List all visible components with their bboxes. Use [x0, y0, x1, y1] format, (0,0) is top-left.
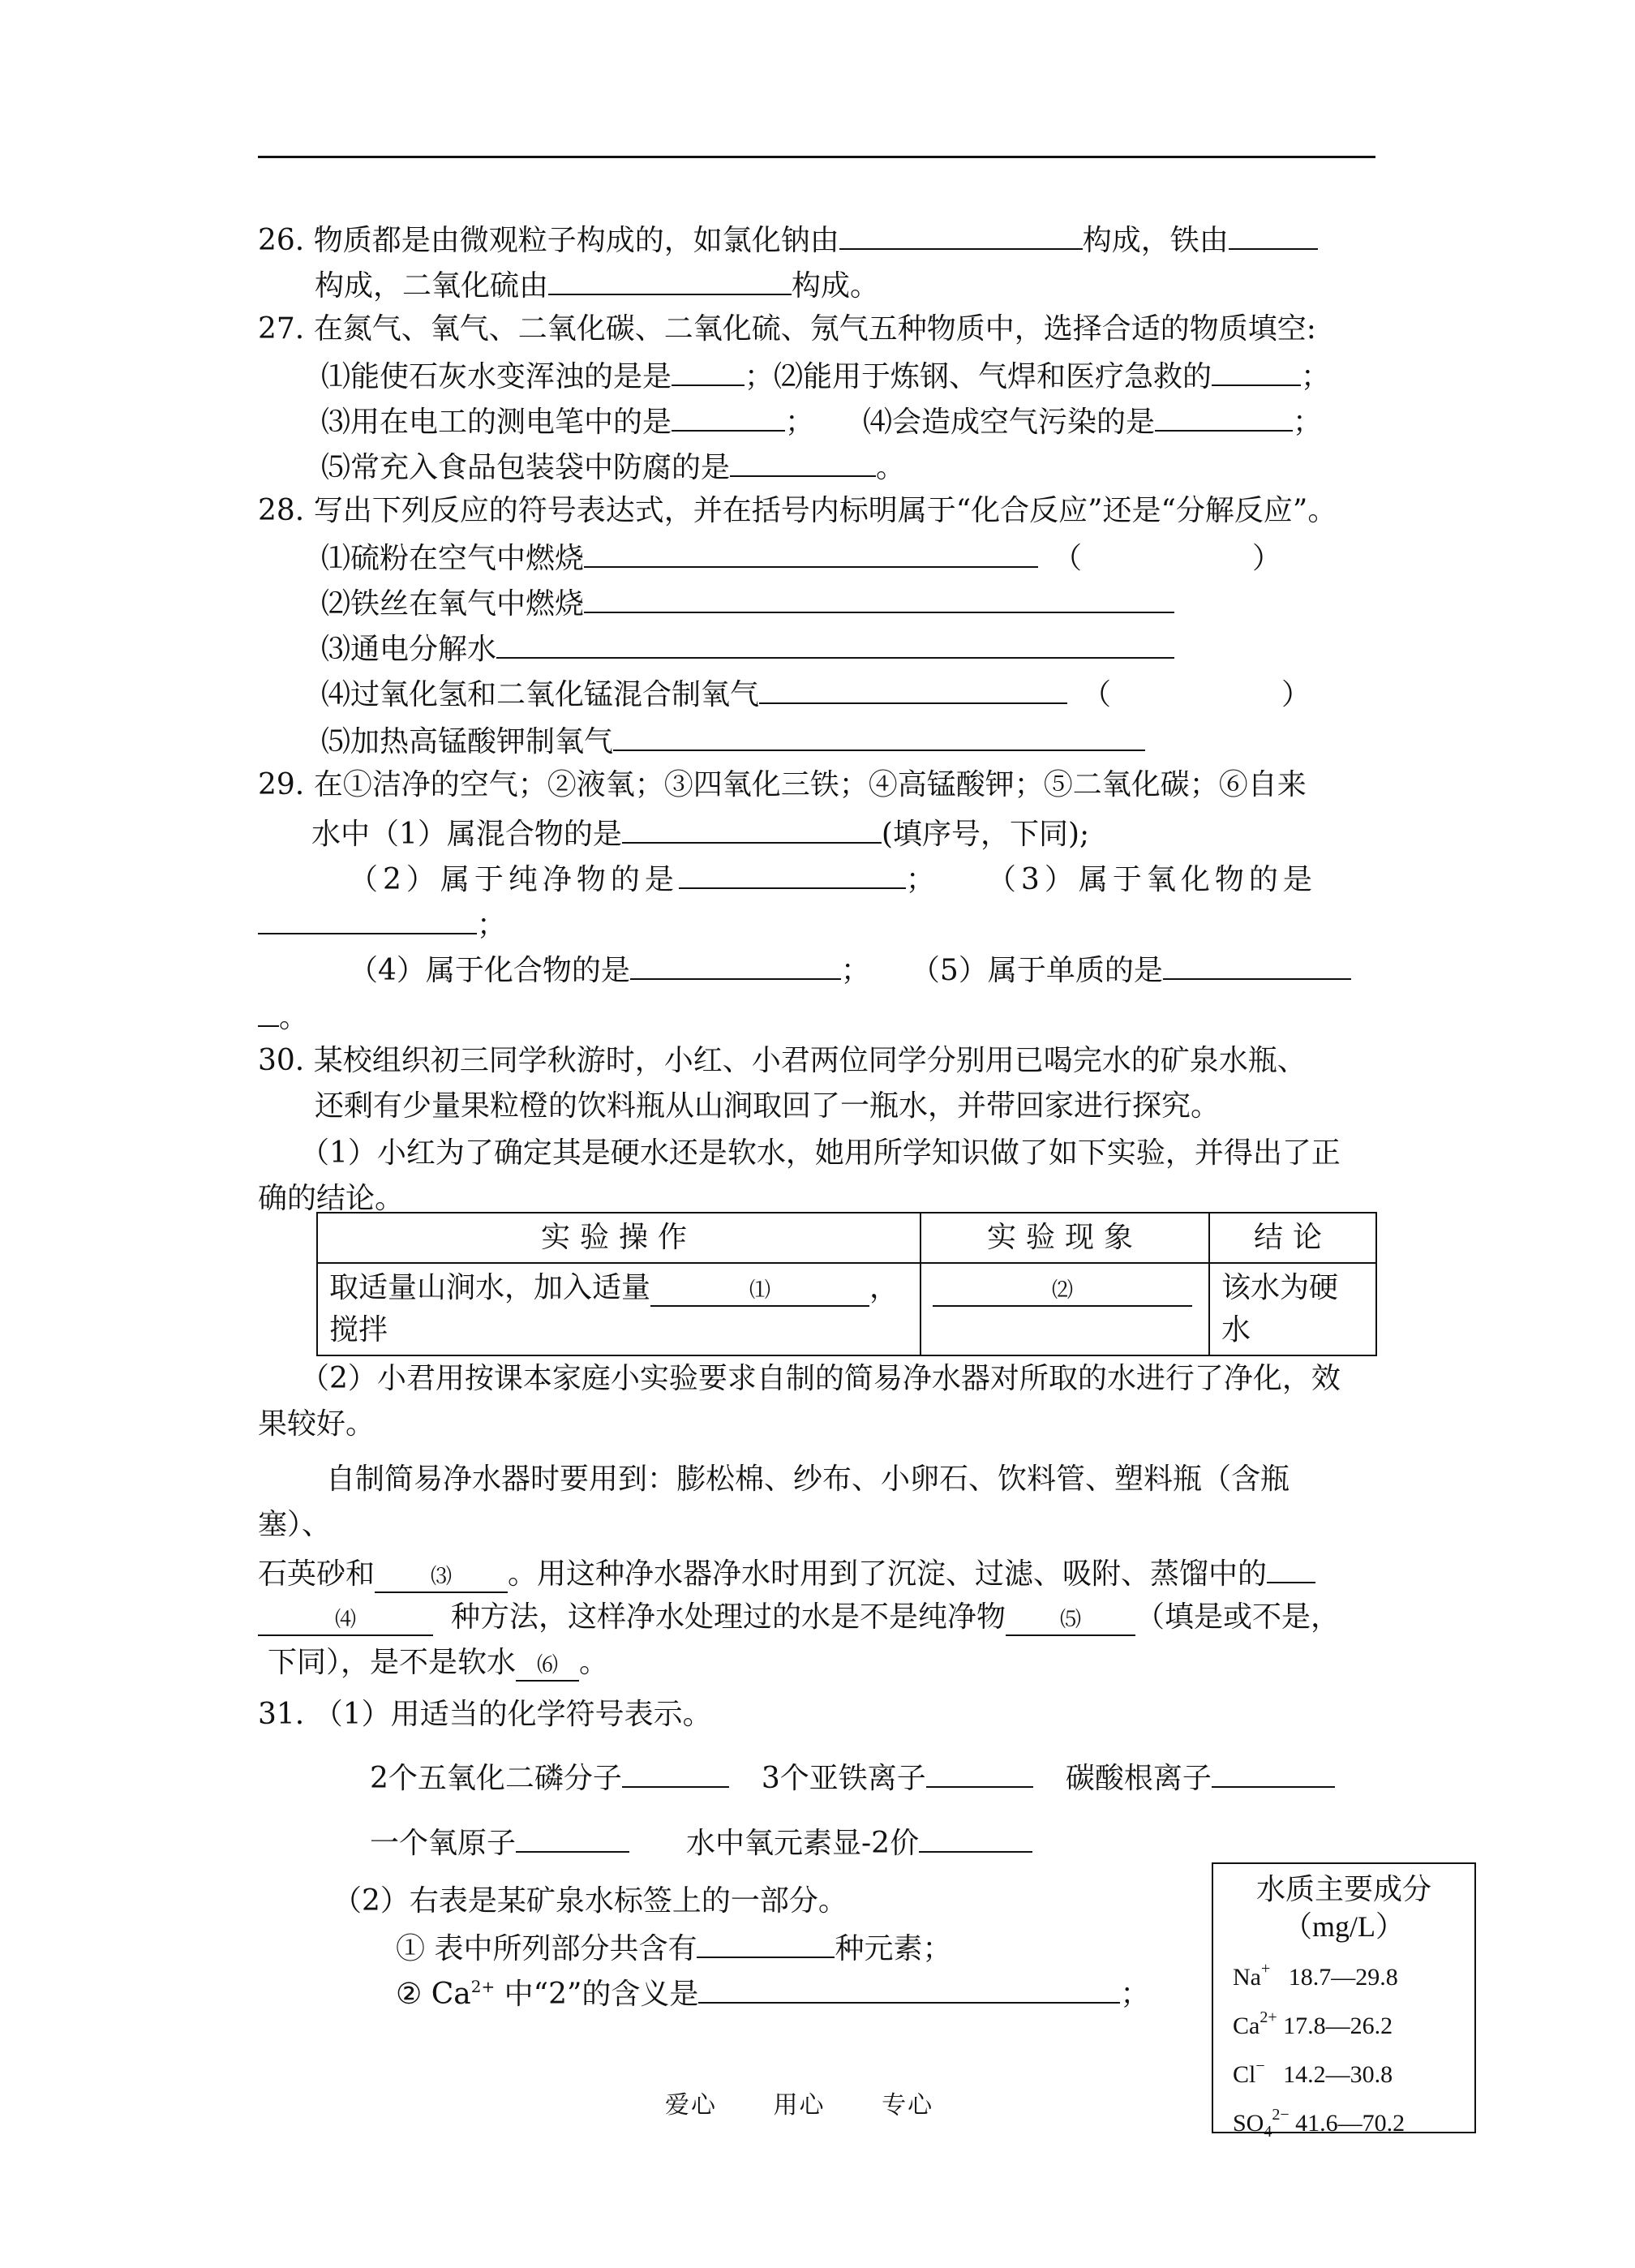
q31-text: ① 表中所列部分共含有: [396, 1932, 697, 1965]
q30-part2-c: [326, 1460, 1290, 1499]
table-cell-text: 取适量山涧水，加入适量: [329, 1271, 651, 1304]
q30-text: 种方法，这样净水处理过的水是不是纯净物: [451, 1600, 1006, 1634]
q29-blank-2[interactable]: [679, 858, 906, 889]
table-cell-phenomenon: [920, 1263, 1209, 1355]
footer-text: 爱心: [665, 2091, 717, 2120]
q31-text: （2）右表是某矿泉水标签上的一部分。: [333, 1884, 848, 1918]
table-cell-text: 水: [1221, 1313, 1251, 1347]
table-cell-operation: [317, 1263, 920, 1355]
table-cell-text: 搅拌: [329, 1313, 388, 1347]
ion-symbol: Na: [1233, 1964, 1261, 1991]
q28-intro: [258, 492, 1337, 530]
ion-symbol: Ca: [1233, 2012, 1260, 2039]
q30-blank-4-start[interactable]: [1267, 1553, 1315, 1583]
q30-part1-a: [300, 1134, 1341, 1173]
q31-blank-3[interactable]: [1212, 1757, 1335, 1788]
q28-text: ⑸加热高锰酸钾制氧气: [321, 725, 614, 758]
q30-text: 自制简易净水器时要用到：膨松棉、纱布、小卵石、饮料管、塑料瓶（含瓶: [326, 1463, 1290, 1496]
q27-text: ；: [1301, 360, 1331, 393]
q29-text: （3）属于氧化物的是: [986, 863, 1317, 896]
q31-blank-6[interactable]: [697, 1927, 835, 1958]
q29-blank-5[interactable]: [1163, 949, 1351, 980]
q30-part2-f: [258, 1598, 1340, 1637]
q29-text: （2）属于纯净物的是: [349, 863, 679, 896]
q30-line1: [258, 1042, 1307, 1080]
ion-range: 14.2—30.8: [1283, 2061, 1393, 2088]
ion-range: 18.7—29.8: [1288, 1964, 1398, 1991]
q27-text: ⑵能用于炼钢、气焊和医疗急救的: [774, 360, 1212, 393]
q28-text: ⑵铁丝在氧气中燃烧: [321, 587, 585, 621]
q31-blank-1[interactable]: [622, 1757, 729, 1788]
ion-range: 41.6—70.2: [1295, 2110, 1405, 2137]
table-blank-1[interactable]: ⑴: [650, 1276, 869, 1307]
q26-text: 构成，铁由: [1082, 224, 1229, 257]
q30-text: （填是或不是，: [1135, 1600, 1341, 1634]
ion-symbol: Cl: [1233, 2061, 1256, 2088]
q29-number: 29.: [258, 768, 305, 801]
q30-line2: [315, 1087, 1220, 1126]
q26-number: 26.: [258, 224, 305, 257]
q26-text: 物质都是由微观粒子构成的，如氯化钠由: [313, 224, 839, 257]
table-header-cell: 实验操作: [317, 1213, 920, 1263]
q29-line6: [258, 996, 308, 1037]
q30-blank-3[interactable]: ⑶: [375, 1562, 508, 1593]
q27-text: ⑶用在电工的测电笔中的是: [321, 406, 672, 439]
q31-text: 水中氧元素显-2价: [686, 1827, 920, 1860]
q28-paren: ）: [1252, 542, 1282, 575]
q27-blank-4[interactable]: [1155, 401, 1293, 432]
q31-text: 中“2”的含义是: [495, 1978, 699, 2011]
q28-r5: [321, 720, 1145, 762]
q28-blank-5[interactable]: [613, 720, 1145, 751]
q26-text: 构成，二氧化硫由: [315, 269, 549, 303]
q30-text: （1）小红为了确定其是硬水还是软水，她用所学知识做了如下实验，并得出了正: [300, 1136, 1341, 1170]
q28-r4: [321, 673, 1311, 715]
q31-part2-2: [396, 1973, 1149, 2014]
q30-text: 果较好。: [258, 1407, 375, 1441]
q31-text: 种元素；: [835, 1932, 952, 1965]
q31-text: ② Ca: [396, 1978, 471, 2011]
q28-text: ⑶通电分解水: [321, 633, 497, 666]
header-rule: [258, 156, 1375, 158]
q27-text: ⑴能使石灰水变浑浊的是是: [321, 360, 672, 393]
footer-text: 专心: [882, 2091, 934, 2120]
q30-blank-6[interactable]: ⑹: [516, 1651, 579, 1682]
q26-blank-1[interactable]: [839, 219, 1083, 250]
q31-text: ；: [1120, 1978, 1150, 2011]
q28-paren: （: [1082, 678, 1112, 711]
q29-text: （5）属于单质的是: [910, 954, 1163, 987]
ion-charge: +: [1260, 1960, 1271, 1978]
q30-text: 。: [579, 1646, 609, 1679]
q27-blank-5[interactable]: [730, 446, 876, 477]
q28-r3: [321, 628, 1174, 669]
label-box-row: [1213, 1953, 1474, 2002]
q30-text: （2）小君用按课本家庭小实验要求自制的简易净水器对所取的水进行了净化，效: [300, 1362, 1341, 1395]
q28-r1: [321, 537, 1281, 578]
q27-text: 在氮气、氧气、二氧化碳、二氧化硫、氖气五种物质中，选择合适的物质填空:: [313, 312, 1316, 346]
q31-superscript: 2+: [470, 1977, 496, 1996]
label-box-row: [1213, 2002, 1474, 2051]
q28-paren: （: [1053, 542, 1083, 575]
q28-blank-3[interactable]: [496, 628, 1174, 659]
q26-line2: [315, 264, 879, 306]
q30-part2-g: [268, 1643, 608, 1682]
q31-part1: [258, 1695, 712, 1734]
label-box-unit: （mg/L）: [1283, 1910, 1405, 1943]
page-footer: [665, 2085, 981, 2120]
q29-line1: [258, 766, 1307, 805]
q27-text: 。: [876, 451, 906, 484]
label-box-title: 水质主要成分: [1255, 1873, 1431, 1905]
table-header-cell: 实验现象: [920, 1213, 1209, 1263]
q27-text: ⑷会造成空气污染的是: [863, 406, 1156, 439]
q29-blank-4[interactable]: [630, 949, 841, 980]
q28-text: 写出下列反应的符号表达式，并在括号内标明属于“化合反应”还是“分解反应”。: [313, 494, 1337, 527]
q27-text: ；: [785, 406, 815, 439]
q27-blank-1[interactable]: [672, 355, 745, 386]
q30-blank-5[interactable]: ⑸: [1006, 1605, 1135, 1636]
q31-part2-1: [396, 1927, 951, 1969]
table-row: [317, 1263, 1376, 1355]
q31-blank-7[interactable]: [698, 1973, 1120, 2004]
q31-row1: [370, 1757, 1335, 1798]
q29-text: 水中（1）属混合物的是: [311, 818, 622, 851]
q27-blank-3[interactable]: [672, 401, 785, 432]
q29-text: ；: [905, 863, 940, 896]
q30-text: 下同），是不是软水: [268, 1646, 517, 1679]
table-blank-2[interactable]: ⑵: [933, 1276, 1192, 1307]
q30-blank-4[interactable]: ⑷: [258, 1605, 433, 1636]
q29-text: （4）属于化合物的是: [349, 954, 630, 987]
q27-line-a: [321, 355, 1330, 397]
q30-part2-b: [258, 1405, 375, 1444]
ion-symbol: SO: [1233, 2110, 1264, 2137]
q31-blank-2[interactable]: [926, 1757, 1033, 1788]
q28-number: 28.: [258, 494, 305, 527]
q29-line4: [258, 904, 506, 945]
q27-intro: [258, 310, 1316, 349]
q30-text: 确的结论。: [258, 1182, 405, 1215]
q30-text: 塞）、: [258, 1508, 332, 1541]
q29-line3: [349, 858, 1317, 900]
q27-line-c: [321, 446, 905, 488]
q30-part2-d: [258, 1506, 331, 1544]
q29-text: (填序号，下同);: [881, 818, 1090, 851]
q26-text: 构成。: [792, 269, 880, 303]
ion-charge: −: [1255, 2057, 1265, 2075]
q26-blank-3[interactable]: [548, 264, 792, 295]
q31-text: （1）用适当的化学符号表示。: [313, 1698, 712, 1731]
ion-range: 17.8—26.2: [1283, 2012, 1393, 2039]
q31-text: 碳酸根离子: [1065, 1762, 1212, 1795]
q30-number: 30.: [258, 1044, 305, 1077]
q27-text: ；: [745, 360, 775, 393]
q29-text: 。: [279, 1001, 309, 1034]
q29-blank-3[interactable]: [258, 904, 477, 934]
q31-blank-5[interactable]: [919, 1822, 1032, 1853]
label-box-row: [1213, 2051, 1474, 2099]
table-cell-text: ，: [869, 1271, 899, 1304]
q29-text: ；: [840, 954, 870, 987]
q27-text: ；: [1293, 406, 1323, 439]
experiment-table: [316, 1212, 1377, 1356]
q31-blank-4[interactable]: [516, 1822, 629, 1853]
table-cell-conclusion: [1209, 1263, 1376, 1355]
q28-text: ⑷过氧化氢和二氧化锰混合制氧气: [321, 678, 760, 711]
q31-text: 一个氧原子: [370, 1827, 517, 1860]
q28-paren: ）: [1281, 678, 1311, 711]
q27-number: 27.: [258, 312, 305, 346]
table-header-cell: 结论: [1209, 1213, 1376, 1263]
q28-r2: [321, 582, 1174, 624]
q29-text: ；: [477, 908, 507, 942]
footer-text: 用心: [773, 2091, 826, 2120]
q28-text: ⑴硫粉在空气中燃烧: [321, 542, 585, 575]
ion-charge: 2−: [1272, 2106, 1290, 2124]
q29-blank-5-cont: [258, 996, 279, 1027]
q27-text: ⑸常充入食品包装袋中防腐的是: [321, 451, 731, 484]
q30-part2-e: [258, 1553, 1315, 1594]
ion-subscript: 4: [1264, 2123, 1272, 2141]
q26-blank-2[interactable]: [1229, 219, 1318, 250]
q29-text: 在①洁净的空气；②液氧；③四氧化三铁；④高锰酸钾；⑤二氧化碳；⑥自来: [313, 768, 1307, 801]
q31-text: 3个亚铁离子: [761, 1762, 926, 1795]
ion-charge: 2+: [1260, 2008, 1277, 2026]
mineral-water-label-box: [1212, 1862, 1476, 2141]
q30-text: 还剩有少量果粒橙的饮料瓶从山涧取回了一瓶水，并带回家进行探究。: [315, 1089, 1221, 1123]
q27-line-b: [321, 401, 1322, 442]
q30-text: 石英砂和: [258, 1557, 375, 1591]
q28-blank-4[interactable]: [759, 673, 1067, 704]
q29-blank-1[interactable]: [622, 813, 882, 844]
q31-text: 2个五氧化二磷分子: [370, 1762, 622, 1795]
q29-line2: [311, 813, 1089, 854]
q30-part2-a: [300, 1360, 1341, 1398]
q27-blank-2[interactable]: [1212, 355, 1301, 386]
q31-row2: [370, 1822, 1032, 1863]
table-header-row: [317, 1213, 1376, 1263]
q30-text: 。用这种净水器净水时用到了沉淀、过滤、吸附、蒸馏中的: [508, 1557, 1268, 1591]
q26-line1: [258, 219, 1318, 260]
q28-blank-1[interactable]: [584, 537, 1038, 568]
label-box-row: [1213, 2099, 1474, 2148]
q30-text: 某校组织初三同学秋游时，小红、小君两位同学分别用已喝完水的矿泉水瓶、: [313, 1044, 1307, 1077]
q29-line5: [349, 949, 1351, 990]
q28-blank-2[interactable]: [584, 582, 1174, 613]
table-cell-text: 该水为硬: [1221, 1271, 1339, 1304]
q31-part2: [333, 1882, 848, 1921]
q31-number: 31.: [258, 1698, 305, 1731]
